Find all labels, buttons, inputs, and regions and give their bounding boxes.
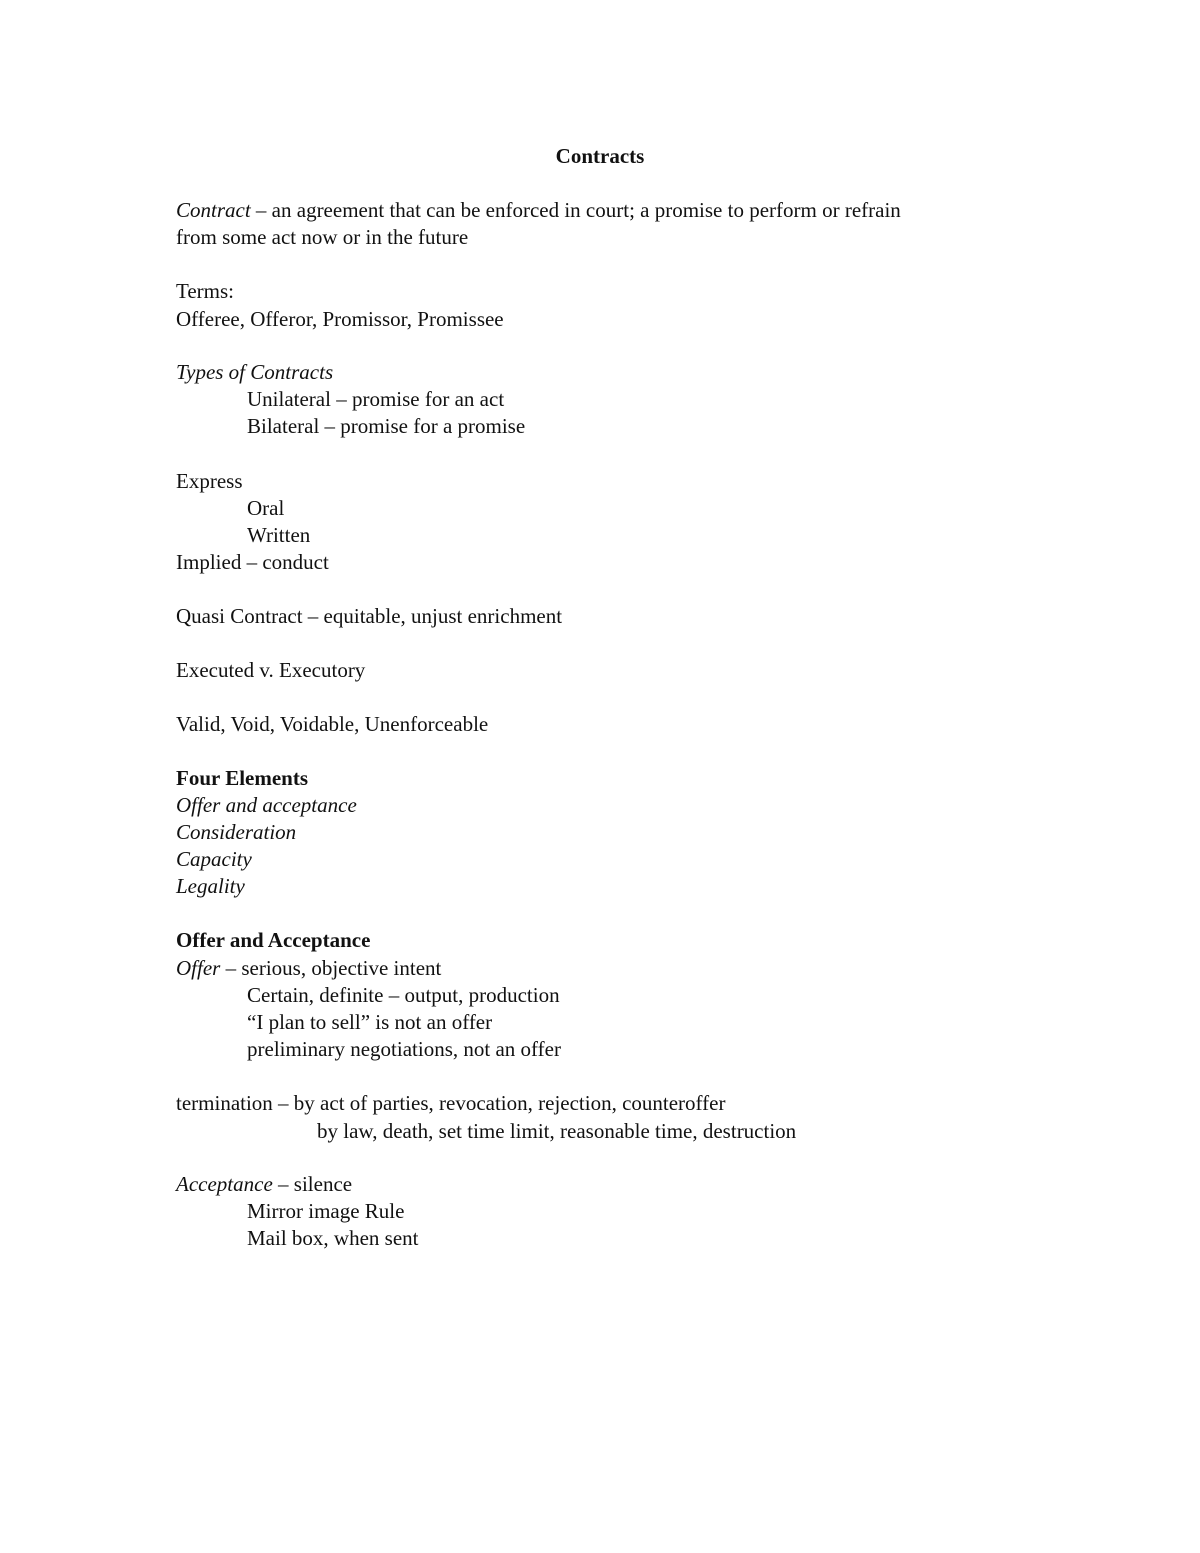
type-bilateral: Bilateral – promise for a promise <box>247 414 526 438</box>
express-written: Written <box>247 523 311 547</box>
offer-line <box>176 955 441 982</box>
types-heading: Types of Contracts <box>176 360 334 384</box>
acceptance-point: Mirror image Rule <box>247 1199 405 1223</box>
contract-term: Contract <box>176 198 251 222</box>
contract-definition-line2: from some act now or in the future <box>176 225 469 249</box>
terms-heading: Terms: <box>176 279 235 303</box>
acceptance-term: Acceptance <box>176 1172 273 1196</box>
element-item: Capacity <box>176 847 252 871</box>
offer-acceptance-heading: Offer and Acceptance <box>176 928 371 952</box>
acceptance-text: – silence <box>272 1172 353 1196</box>
document-title: Contracts <box>555 144 645 168</box>
element-item: Offer and acceptance <box>176 793 357 817</box>
offer-point: “I plan to sell” is not an offer <box>247 1010 493 1034</box>
type-unilateral: Unilateral – promise for an act <box>247 387 505 411</box>
contract-definition-line1 <box>176 197 901 224</box>
terms-list: Offeree, Offeror, Promissor, Promissee <box>176 307 504 331</box>
element-item: Consideration <box>176 820 297 844</box>
element-item: Legality <box>176 874 245 898</box>
offer-point: Certain, definite – output, production <box>247 983 560 1007</box>
offer-text: – serious, objective intent <box>220 956 442 980</box>
offer-point: preliminary negotiations, not an offer <box>247 1037 561 1061</box>
implied-line: Implied – conduct <box>176 550 329 574</box>
offer-term: Offer <box>176 956 221 980</box>
validity-line: Valid, Void, Voidable, Unenforceable <box>176 712 489 736</box>
contract-definition-text: – an agreement that can be enforced in court; a promise to perform or refrain <box>250 198 901 222</box>
executed-line: Executed v. Executory <box>176 658 366 682</box>
acceptance-line <box>176 1171 352 1198</box>
quasi-contract-line: Quasi Contract – equitable, unjust enrichment <box>176 604 563 628</box>
termination-line1: termination – by act of parties, revocation, rejection, counteroffer <box>176 1091 726 1115</box>
four-elements-heading: Four Elements <box>176 766 309 790</box>
termination-line2: by law, death, set time limit, reasonable time, destruction <box>317 1119 797 1143</box>
express-label: Express <box>176 469 243 493</box>
acceptance-point: Mail box, when sent <box>247 1226 419 1250</box>
express-oral: Oral <box>247 496 285 520</box>
